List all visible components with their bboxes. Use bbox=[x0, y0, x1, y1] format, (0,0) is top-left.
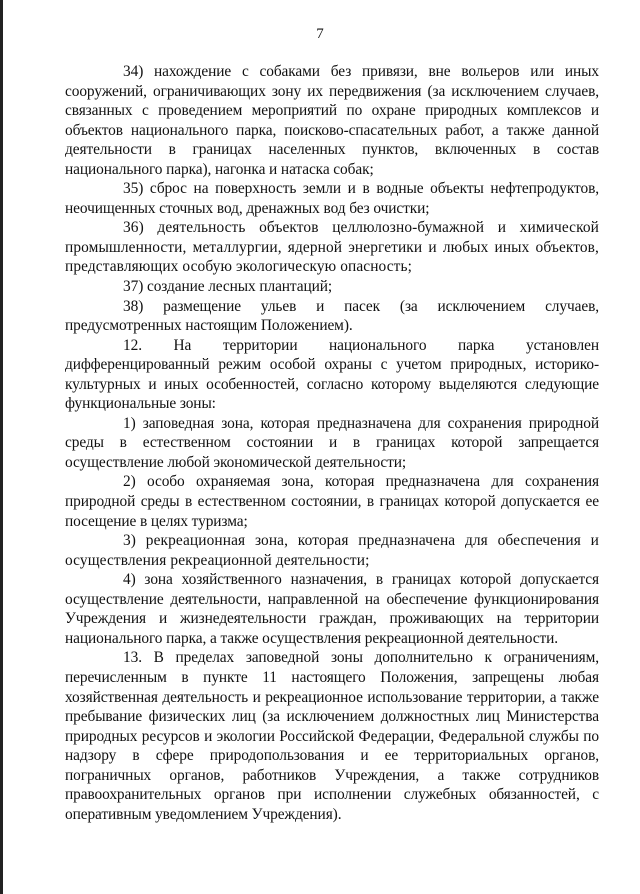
paragraph-zone-1: 1) заповедная зона, которая предназначена для сохранения природной среды в естественном состоянии и в границах которой запрещается осуществление любой экономической деятельности; bbox=[65, 414, 599, 471]
page-number: 7 bbox=[316, 26, 324, 42]
paragraph-section-12: 12. На территории национального парка установлен дифференцированный режим особой охраны с учетом природных, историко-культурных и иных особенностей, согласно которому выделяются следующие функциональные зоны: bbox=[65, 336, 599, 413]
scan-edge bbox=[0, 0, 3, 894]
paragraph-item-35: 35) сброс на поверхность земли и в водные объекты нефтепродуктов, неочищенных сточных вод, дренажных вод без очистки; bbox=[65, 180, 599, 217]
paragraph-zone-2: 2) особо охраняемая зона, которая предназначена для сохранения природной среды в естественном состоянии, в границах которой допускается ее посещение в целях туризма; bbox=[65, 473, 599, 530]
paragraph-zone-3: 3) рекреационная зона, которая предназначена для обеспечения и осуществления рекреационной деятельности; bbox=[65, 532, 599, 569]
paragraph-item-38: 38) размещение ульев и пасек (за исключением случаев, предусмотренных настоящим Положением). bbox=[65, 297, 599, 335]
paragraph-item-34: 34) нахождение с собаками без привязи, вне вольеров или иных сооружений, ограничивающих зону их передвижения (за исключением случаев, связанных с проведением мероприятий по охране природных комплексов и объектов национального парка, поисково-спасательных работ, а также данной деятельности в границах населенных пунктов, включенных в состав национального парка), нагонка и натаска собак; bbox=[65, 63, 599, 178]
paragraph-item-37: 37) создание лесных плантаций; bbox=[123, 278, 333, 296]
document-body bbox=[65, 62, 599, 824]
paragraph-section-13: 13. В пределах заповедной зоны дополнительно к ограничениям, перечисленным в пункте 11 настоящего Положения, запрещены любая хозяйственная деятельность и рекреационное использование территории, а также пребывание физических лиц (за исключением должностных лиц Министерства природных ресурсов и экологии Российской Федерации, Федеральной службы по надзору в сфере природопользования и ее территориальных органов, пограничных органов, работников Учреждения, а также сотрудников правоохранительных органов при исполнении служебных обязанностей, с оперативным уведомлением Учреждения). bbox=[65, 649, 599, 823]
paragraph-zone-4: 4) зона хозяйственного назначения, в границах которой допускается осуществление деятельности, направленной на обеспечение функционирования Учреждения и жизнедеятельности граждан, проживающих на территории национального парка, а также осуществления рекреационной деятельности. bbox=[65, 571, 599, 647]
paragraph-item-36: 36) деятельность объектов целлюлозно-бумажной и химической промышленности, металлургии, ядерной энергетики и любых иных объектов, представляющих особую экологическую опасность; bbox=[65, 219, 599, 276]
